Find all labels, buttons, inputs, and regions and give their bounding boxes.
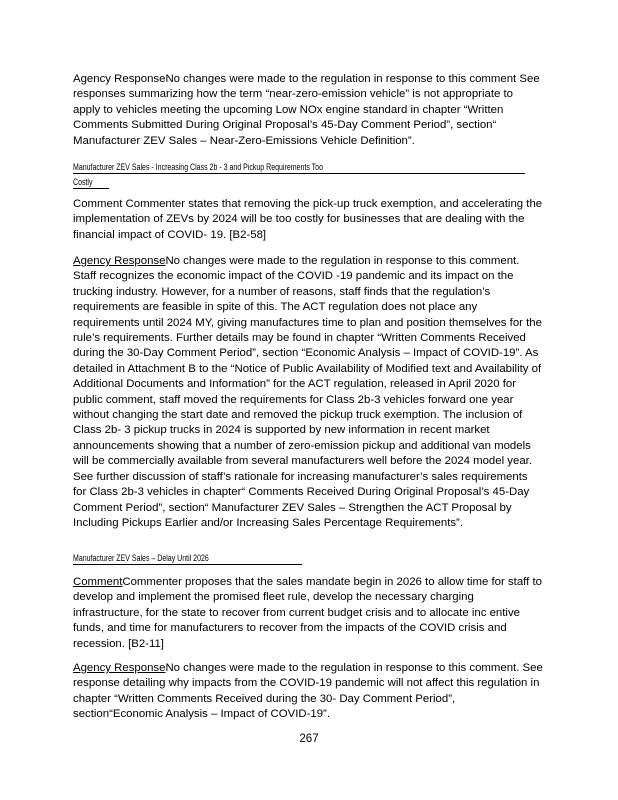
section-heading-2-line1: Manufacturer ZEV Sales – Delay Until 2026 xyxy=(73,553,209,563)
section-heading-1-rule xyxy=(73,173,525,174)
agency-response-paragraph-1 xyxy=(73,72,543,149)
agency-response-text-2: No changes were made to the regulation in response to this comment. Staff recognizes the economic impact of the COVID -19 pandemic and its impact on the trucking industry. However, for a number of reasons, staff finds that the regulation’s requirements are feasible in spite of this. The ACT regulation does not place any requirements until 2024 MY, giving manufactures time to plan and position themselves for the rule’s requirements. Further details may be found in chapter “Written Comments Received during the 30-Day Comment Period”, section “Economic Analysis – Impact of COVID-19”. As detailed in Attachment B to the “Notice of Public Availability of Modified text and Availability of Additional Documents and Information” for the ACT regulation, released in April 2020 for public comment, staff moved the requirements for Class 2b-3 vehicles forward one year without changing the start date and removed the pickup truck exemption. The inclusion of Class 2b- 3 pickup trucks in 2024 is supported by new information in recent market announcements showing that a number of zero-emission pickup and additional van models will be commercially available from several manufacturers well before the 2024 model year. See further discussion of staff’s rationale for increasing manufacturer’s sales requirements for Class 2b-3 vehicles in chapter“ Comments Received During Original Proposal’s 45-Day Comment Period”, section“ Manufacturer ZEV Sales – Strengthen the ACT Proposal by Including Pickups Earlier and/or Increasing Sales Percentage Requirements”. xyxy=(73,255,542,529)
section-heading-1-line2: Costly xyxy=(73,177,93,187)
comment-paragraph-1 xyxy=(73,197,543,243)
comment-text-2: Commenter proposes that the sales mandate begin in 2026 to allow time for staff to develop and implement the promised fleet rule, develop the necessary charging infrastructure, for the state to recover from current budget crisis and to allocate inc entive funds, and time for manufacturers to recover from the impacts of the COVID crisis and recession. [B2-11] xyxy=(73,576,542,650)
agency-response-lead-3: Agency Response xyxy=(73,662,166,674)
agency-response-text-3: No changes were made to the regulation in response to this comment. See response detailing why impacts from the COVID-19 pandemic will not affect this regulation in chapter “Written Comments Received during the 30- Day Comment Period”, section“Economic Analysis – Impact of COVID-19”. xyxy=(73,662,543,721)
comment-lead-2: Comment xyxy=(73,576,123,588)
page-number: 267 xyxy=(299,733,319,745)
agency-response-lead-2: Agency Response xyxy=(73,255,166,267)
section-heading-1-rule-2 xyxy=(73,188,109,189)
comment-paragraph-2 xyxy=(73,575,543,652)
section-heading-1 xyxy=(73,162,323,173)
agency-response-lead-1: Agency Response xyxy=(73,73,166,85)
section-heading-2 xyxy=(73,553,209,564)
section-heading-1-cont xyxy=(73,177,93,188)
section-heading-2-rule xyxy=(73,564,302,565)
agency-response-paragraph-2 xyxy=(73,254,543,531)
section-heading-1-line1: Manufacturer ZEV Sales - Increasing Class 2b - 3 and Pickup Requirements Too xyxy=(73,162,323,172)
agency-response-text-1: No changes were made to the regulation in response to this comment See responses summarizing how the term “near-zero-emission vehicle” is not appropriate to apply to vehicles meeting the upcoming Low NOx engine standard in chapter “Written Comments Submitted During Original Proposal’s 45-Day Comment Period”, section“ Manufacturer ZEV Sales – Near-Zero-Emissions Vehicle Definition”. xyxy=(73,73,540,147)
comment-text-1: Comment Commenter states that removing the pick-up truck exemption, and accelerating the implementation of ZEVs by 2024 will be too costly for businesses that are dealing with the financial impact of COVID- 19. [B2-58] xyxy=(73,198,543,241)
agency-response-paragraph-3 xyxy=(73,661,543,723)
